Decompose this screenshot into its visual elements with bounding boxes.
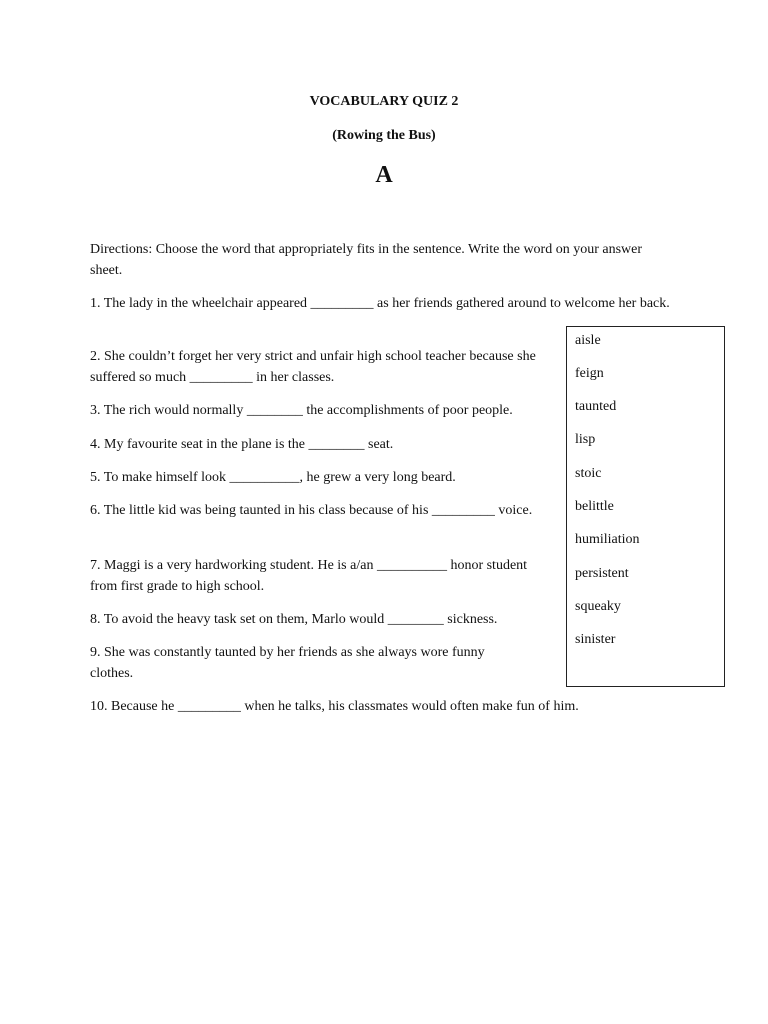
question-9: 9. She was constantly taunted by her friends as she always wore funny clothes.: [90, 645, 485, 681]
quiz-title: VOCABULARY QUIZ 2: [309, 94, 459, 109]
word-bank-item: taunted: [575, 399, 617, 414]
word-bank-item: humiliation: [575, 532, 640, 547]
directions-text: Directions: Choose the word that appropriately fits in the sentence. Write the word on your answer sheet.: [90, 242, 643, 278]
question-5: 5. To make himself look __________, he grew a very long beard.: [90, 470, 456, 485]
word-bank-box: [566, 326, 725, 687]
question-6: 6. The little kid was being taunted in his class because of his _________ voice.: [90, 503, 533, 518]
question-3: 3. The rich would normally ________ the accomplishments of poor people.: [90, 403, 513, 418]
question-7: 7. Maggi is a very hardworking student. He is a/an __________ honor student from first grade to high school.: [90, 558, 528, 594]
word-bank-item: persistent: [575, 566, 629, 581]
question-1: 1. The lady in the wheelchair appeared _________ as her friends gathered around to welcome her back.: [90, 296, 670, 311]
word-bank-item: feign: [575, 366, 604, 381]
word-bank-item: aisle: [575, 333, 601, 348]
question-8: 8. To avoid the heavy task set on them, Marlo would ________ sickness.: [90, 612, 498, 627]
word-bank-item: belittle: [575, 499, 614, 514]
word-bank-item: lisp: [575, 432, 596, 447]
word-bank-item: stoic: [575, 466, 602, 481]
quiz-version-label: A: [375, 162, 393, 188]
question-2: 2. She couldn’t forget her very strict and unfair high school teacher because she suffered so much _________ in her classes.: [90, 349, 536, 385]
question-10: 10. Because he _________ when he talks, his classmates would often make fun of him.: [90, 699, 579, 714]
word-bank-item: squeaky: [575, 599, 621, 614]
question-4: 4. My favourite seat in the plane is the ________ seat.: [90, 437, 394, 452]
quiz-subtitle: (Rowing the Bus): [332, 128, 436, 143]
word-bank-item: sinister: [575, 632, 616, 647]
